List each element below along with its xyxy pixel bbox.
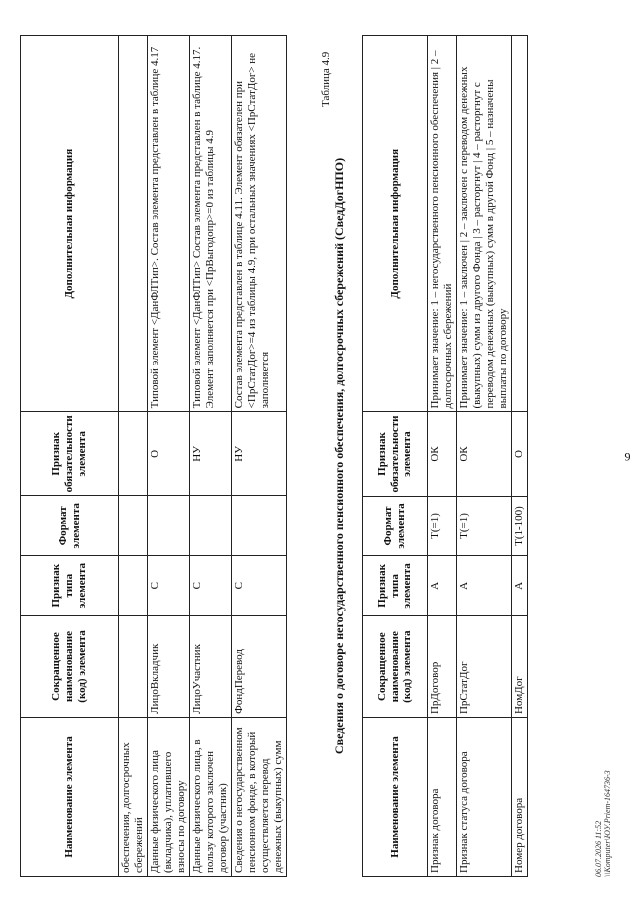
cell: НомДог <box>511 616 527 718</box>
cell: О <box>511 412 527 496</box>
header-cell: Формат элемента <box>21 496 119 556</box>
cell: T(=1) <box>428 496 457 556</box>
cell <box>119 412 148 496</box>
table-row <box>456 36 511 877</box>
header-cell: Наименование элемента <box>363 718 428 877</box>
cell <box>189 496 231 556</box>
cell: Принимает значение: 1 – заключен | 2 – заключен с переводом денежных (выкупных) сумм из другого Фонда | 3 – расторгнут | 4 – расторгнут с переводом денежных (выкупных) сумм в другой Фонд | 5 – назначены выплаты по договору <box>456 36 511 413</box>
cell: Состав элемента представлен в таблице 4.11. Элемент обязателен при <ПрСтатДог>=4 из таблицы 4.9, при остальных значениях <ПрСтатДог> не заполняется <box>231 36 286 412</box>
table-title: Сведения о договоре негосударственного пенсионного обеспечения, долгосрочных сбережений (СведДогНПО) <box>332 157 346 755</box>
table-number-label: Таблица 4.9 <box>320 51 332 107</box>
table-row <box>428 36 457 877</box>
cell: обеспечения, долгосрочных сбережений <box>119 717 148 876</box>
cell: А <box>456 556 511 616</box>
cell: О <box>147 412 189 496</box>
cell: Признак договора <box>428 718 457 877</box>
header-cell: Признак обязательности элемента <box>363 412 428 496</box>
cell: НУ <box>189 412 231 496</box>
header-cell: Формат элемента <box>363 496 428 556</box>
cell <box>119 36 148 412</box>
cell <box>119 616 148 718</box>
footer-stamp <box>594 770 612 877</box>
header-cell: Признак типа элемента <box>363 556 428 616</box>
cell: ОК <box>428 412 457 496</box>
header-cell: Дополнительная информация <box>363 36 428 413</box>
cell <box>231 496 286 556</box>
footer-line: \\Komputer\ЮУ.Priem-164736-3 <box>603 770 613 877</box>
cell: T(1-100) <box>511 496 527 556</box>
table-row <box>147 36 189 877</box>
cell: Данные физического лица, в пользу которого заключен договор (участник) <box>189 717 231 876</box>
cell: Номер договора <box>511 718 527 877</box>
cell: А <box>511 556 527 616</box>
cell: ФондПеревод <box>231 616 286 718</box>
header-cell: Признак обязательности элемента <box>21 412 119 496</box>
cell: С <box>147 556 189 616</box>
table-row <box>511 36 527 877</box>
cell <box>511 36 527 413</box>
page-number: 9 <box>624 449 631 464</box>
header-cell: Сокращенное наименование (код) элемента <box>21 616 119 718</box>
table-row <box>119 36 148 877</box>
cell: Сведения о негосударственном пенсионном фонде, в который осуществляется перевод денежных (выкупных) сумм <box>231 717 286 876</box>
table-header-row <box>363 36 428 877</box>
cell: ЛицоВкладчик <box>147 616 189 718</box>
header-cell: Признак типа элемента <box>21 556 119 616</box>
cell: Признак статуса договора <box>456 718 511 877</box>
table-header-row <box>21 36 119 877</box>
cell <box>119 496 148 556</box>
table-continued <box>20 35 287 877</box>
header-cell: Дополнительная информация <box>21 36 119 412</box>
footer-line: 06.07.2026 11:52 <box>594 820 603 877</box>
cell: ОК <box>456 412 511 496</box>
cell: С <box>231 556 286 616</box>
cell: Принимает значение: 1 – негосударственного пенсионного обеспечения | 2 – долгосрочных сбережений <box>428 36 457 413</box>
cell: С <box>189 556 231 616</box>
table-4-9 <box>362 35 528 877</box>
cell: ЛицоУчастник <box>189 616 231 718</box>
cell: ПрДоговор <box>428 616 457 718</box>
header-cell: Наименование элемента <box>21 717 119 876</box>
table-row <box>189 36 231 877</box>
cell: Данные физического лица (вкладчика), уплатившего взносы по договору <box>147 717 189 876</box>
cell: Типовой элемент <ДанФЛТип> Состав элемента представлен в таблице 4.17. Элемент заполняется при <ПрВыгодопр>=0 из таблицы 4.9 <box>189 36 231 412</box>
cell <box>147 496 189 556</box>
cell: НУ <box>231 412 286 496</box>
table-row <box>231 36 286 877</box>
cell: T(=1) <box>456 496 511 556</box>
cell: А <box>428 556 457 616</box>
cell <box>119 556 148 616</box>
cell: Типовой элемент <ДанФЛТип>. Состав элемента представлен в таблице 4.17 <box>147 36 189 412</box>
cell: ПрСтатДог <box>456 616 511 718</box>
header-cell: Сокращенное наименование (код) элемента <box>363 616 428 718</box>
